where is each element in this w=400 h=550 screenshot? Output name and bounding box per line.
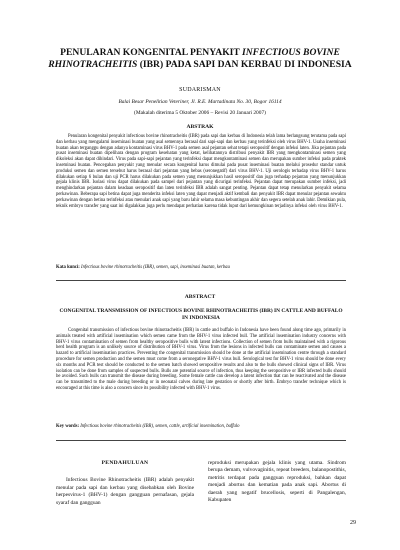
submission-dates: (Makalah diterima 5 Oktober 2006 – Revisi 20 Januari 2007) bbox=[134, 110, 266, 116]
abstract-heading: ABSTRACT bbox=[184, 294, 216, 300]
right-column bbox=[208, 460, 346, 504]
abstrak-keywords bbox=[56, 265, 346, 271]
pendahuluan-heading: PENDAHULUAN bbox=[101, 460, 149, 466]
title-line1-italic: INFECTIOUS BOVINE bbox=[242, 47, 340, 58]
pendahuluan-right-text: reproduksi merupakan gejala klinis yang utama. Sindrom berupa demam, vulvovaginitis, repeat breeders, balanopostithis, metritis terdapat pada gangguan reproduksi, bahkan dapat menjadi abortus dan kematian pada anak sapi. Abortus di daerah yang negatif brucellosis, seperti di Pangalengan, Kabupaten bbox=[208, 460, 346, 504]
section-divider bbox=[56, 280, 346, 281]
abstrak-heading: ABSTRAK bbox=[186, 124, 214, 130]
abstract-keywords bbox=[56, 424, 346, 430]
abstract-keywords-label: Key words: bbox=[56, 424, 80, 429]
author-name: SUDARISMAN bbox=[179, 87, 221, 93]
abstrak-keywords-text: Infectious bovine rhinotracheitis (IBR), semen, sapi, inseminasi buatan, kerbau bbox=[79, 265, 230, 270]
title-line2-plain: (IBR) PADA SAPI DAN KERBAU DI INDONESIA bbox=[137, 59, 352, 70]
abstract-keywords-text: Infectious bovine rhinotracheitis (IBR), semen, cattle, artificial insemination, buffalo bbox=[79, 424, 240, 429]
page-number: 29 bbox=[350, 520, 356, 526]
author-affiliation: Balai Besar Penelitian Veteriner, Jl. R.E. Martadinata No. 30, Bogor 16114 bbox=[118, 99, 282, 105]
paper-title bbox=[40, 47, 360, 71]
pendahuluan-left-text: Infectious Bovine Rhinotracheitis (IBR) adalah penyakit menular pada sapi dan kerbau yang disebabkan oleh Bovine herpesvirus-1 (BHV-1) dengan gangguan pernafasan, gejala syaraf dan gangguan bbox=[56, 477, 194, 506]
abstract-title: CONGENITAL TRANSMISSION OF INFECTIOUS BOVINE RHINOTRACHEITIS (IBR) IN CATTLE AND BUFFALO IN INDONESIA bbox=[59, 308, 343, 321]
title-line2-italic: RHINOTRACHEITIS bbox=[48, 59, 138, 70]
abstrak-keywords-label: Kata kunci: bbox=[56, 265, 80, 270]
section-divider bbox=[56, 440, 346, 441]
left-column bbox=[56, 460, 194, 507]
abstrak-body: Penularan kongenital penyakit infectious bovine rhinotracheitis (IBR) pada sapi dan kerbau di Indonesia telah lama berlangsung terutama pada sapi dan kerbau yang mengalami inseminasi buatan yang asal semennya berasal dari sapi-sapi dan kerbau yang terinfeksi oleh virus BHV-1. Usaha inseminasi buatan akan terganggu dengan adanya kontaminasi virus BHV-1 pada semen asal pejantan sehat tetapi seropositif dengan infeksi laten. Jika pejantan pada pusat inseminasi buatan dipelihara dengan program kesehatan yang ketat, kelihatannya distribusi penyakit IBR yang mengkontaminasi semen yang dikoleksi akan dapat dihindari. Virus pada sapi-sapi pejantan yang terinfeksi dapat mengkontaminasi semen dan merupakan sumber infeksi pada praktek inseminasi buatan. Pencegahan penyakit yang menular secara kongenital harus dimulai pada pusat inseminasi buatan melalui prosedur standar untuk produksi semen dan semen tersebut harus berasal dari pejantan yang bebas (seronegatif) dari virus BHV-1. Uji serologis terhadap virus BHV-1 harus dilakukan setiap 6 bulan dan uji PCR harus dilakukan pada semen yang menunjukkan hasil seropositif dan juga terhadap pejantan yang menunjukkan gejala klinis IBR. Isolasi virus dapat dilakukan pada sampel dari pejantan yang dicurigai terinfeksi. Pejantan dapat merupakan sumber infeksi, jadi menghindarkan pejantan dalam keadaan seropositif dan laten terinfeksi IBR adalah sangat penting. Pejantan dapat tetap menularkan penyakit selama perkawinan. Beberapa sapi betina dapat juga menderita infeksi laten yang dapat menjadi aktif kembali dan penyakit IBR dapat menular pejantan sewaktu perkawinan dengan betina terinfeksi atau menulari anak sapi yang baru lahir selama masa kebuntingan akhir dan segera setelah anak lahir. Demikian pula, teknik embryo transfer yang saat ini digalakkan juga perlu mendapat perhatian karena tidak luput dari kemungkinan terjadinya infeksi oleh virus BHV-1. bbox=[56, 134, 346, 209]
title-line1-plain: PENULARAN KONGENITAL PENYAKIT bbox=[60, 47, 243, 58]
abstract-body: Congenital transmission of infectious bovine rhinotracheitis (IBR) in cattle and buffalo in Indonesia have been found along time ago, primarily in animals treated with artificial insemination which semen came from the BHV-1 virus infected bull. The artificial insemination industry concerns with BHV-1 virus contamination of semen from healthy seropositive bulls with latent infections. Collection of semen from bulls maintained with a rigorous herd health program is an unlikely source of distribution of BHV-1 virus. Virus from the lesions in infected bulls can contaminate semen and causes a hazard to artificial insemination practices. Preventing the congenital transmission should be done at the artificial insemination centre through a standard procedure for semen production and the semen must come from a seronegative BHV-1 virus bull. Serological test for BHV-1 virus should be done every six months and PCR test should be conducted to the semen batch showed seropositive results and also to the bulls showed clinical signs of IBR. Virus isolation can be done from samples of suspected bulls. Bulls are potential source of infection, thus keeping the seropositive or IBR infected bulls should be avoided. Such bulls can transmit the disease during breeding. Some female cattle can develop a latent infection that can be reactivated and the disease can be transmitted to the male during breeding or in neonatal calves during late gestation or shortly after birth. Embryo transfer technique which is encouraged at this time is also a concern since its possibility infected with BHV-1 virus. bbox=[56, 328, 346, 391]
